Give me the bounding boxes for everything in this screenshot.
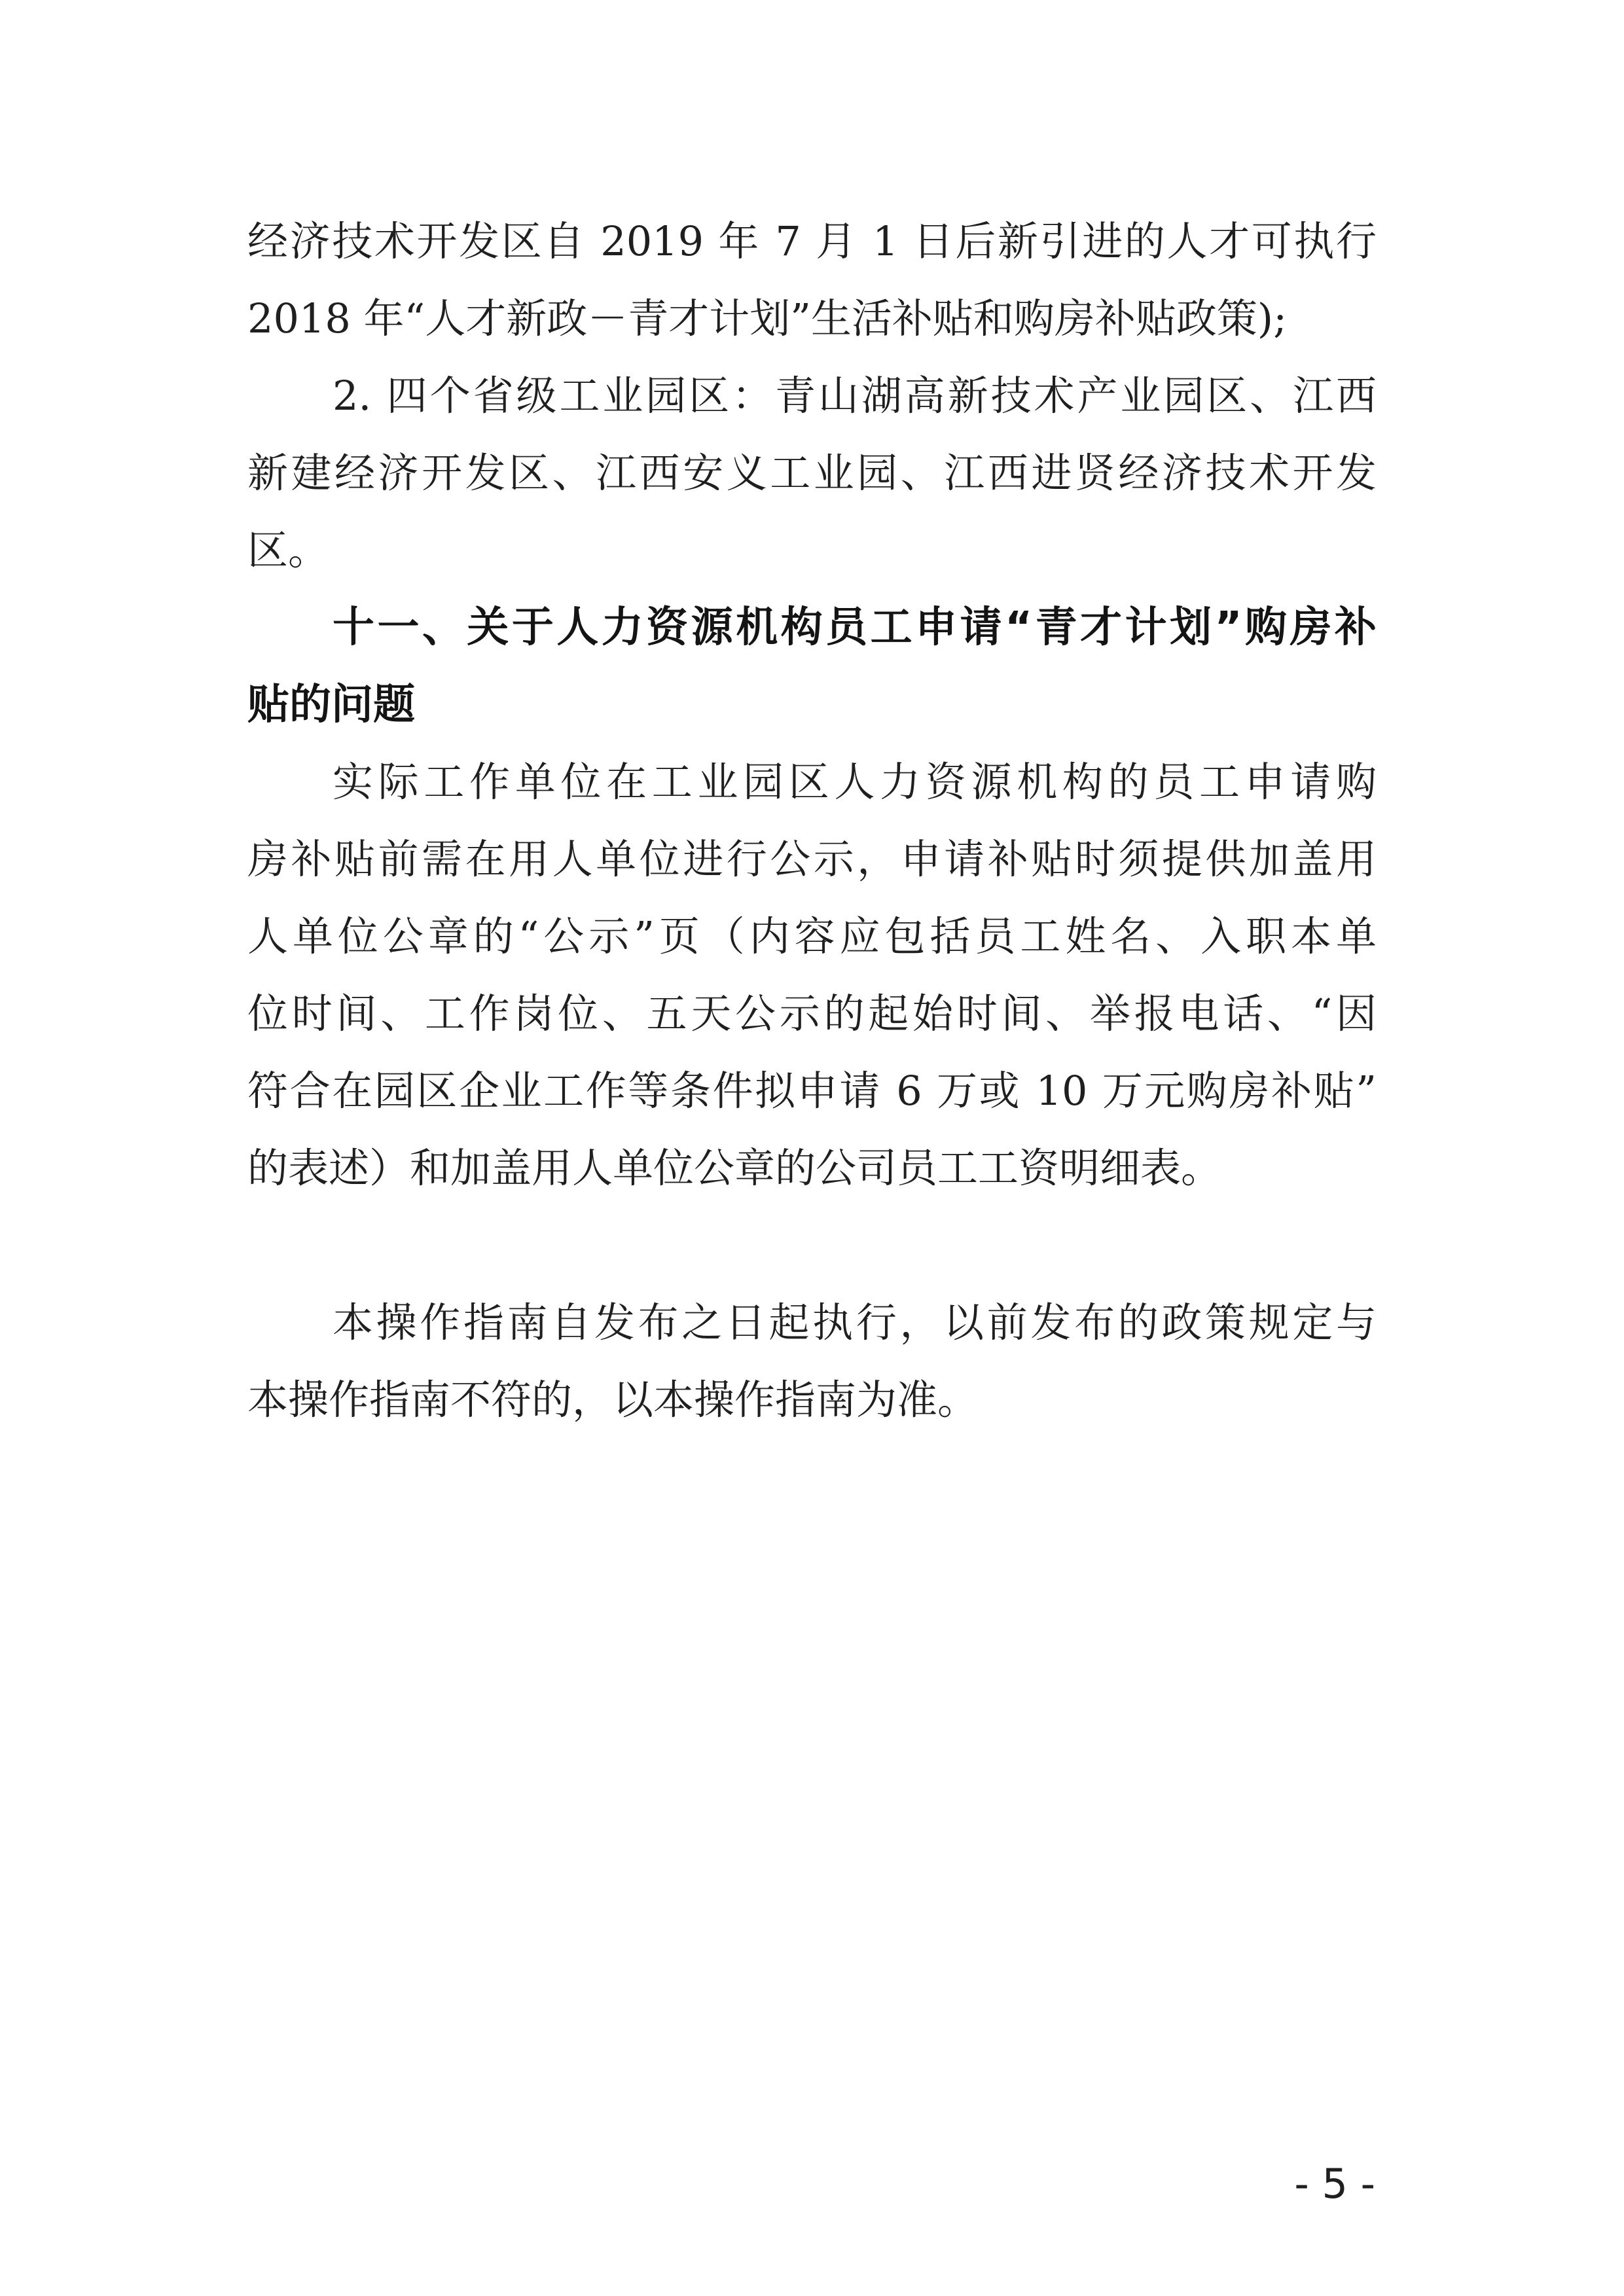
text-line: 本操作指南不符的，以本操作指南为准。	[247, 1376, 979, 1424]
text-line: 房补贴前需在用人单位进行公示，申请补贴时须提供加盖用	[247, 835, 1377, 883]
text-line: 经济技术开发区自 2019 年 7 月 1 日后新引进的人才可执行	[247, 217, 1377, 265]
text-line: 2. 四个省级工业园区：青山湖高新技术产业园区、江西	[333, 372, 1377, 420]
paragraph-development-zone-policy	[247, 203, 1377, 357]
text-line: 本操作指南自发布之日起执行，以前发布的政策规定与	[333, 1299, 1377, 1346]
text-line: 位时间、工作岗位、五天公示的起始时间、举报电话、“因	[247, 990, 1377, 1037]
paragraph-provincial-parks	[247, 357, 1377, 589]
text-line: 2018 年“人才新政－青才计划”生活补贴和购房补贴政策);	[247, 295, 1287, 342]
text-line: 人单位公章的“公示”页（内容应包括员工姓名、入职本单	[247, 912, 1377, 960]
text-line: 新建经济开发区、江西安义工业园、江西进贤经济技术开发	[247, 449, 1377, 497]
paragraph-effective-date	[247, 1284, 1377, 1439]
heading-line: 十一、关于人力资源机构员工申请“青才计划”购房补	[333, 603, 1377, 652]
heading-line: 贴的问题	[247, 681, 415, 729]
text-line: 符合在园区企业工作等条件拟申请 6 万或 10 万元购房补贴”	[247, 1067, 1377, 1115]
paragraph-hr-agency-employees	[247, 744, 1377, 1207]
text-line: 区。	[247, 526, 329, 574]
text-line: 的表述）和加盖用人单位公章的公司员工工资明细表。	[247, 1144, 1222, 1192]
page-number: - 5 -	[1294, 2160, 1375, 2208]
section-heading-11	[247, 589, 1377, 744]
text-line: 实际工作单位在工业园区人力资源机构的员工申请购	[333, 758, 1377, 806]
